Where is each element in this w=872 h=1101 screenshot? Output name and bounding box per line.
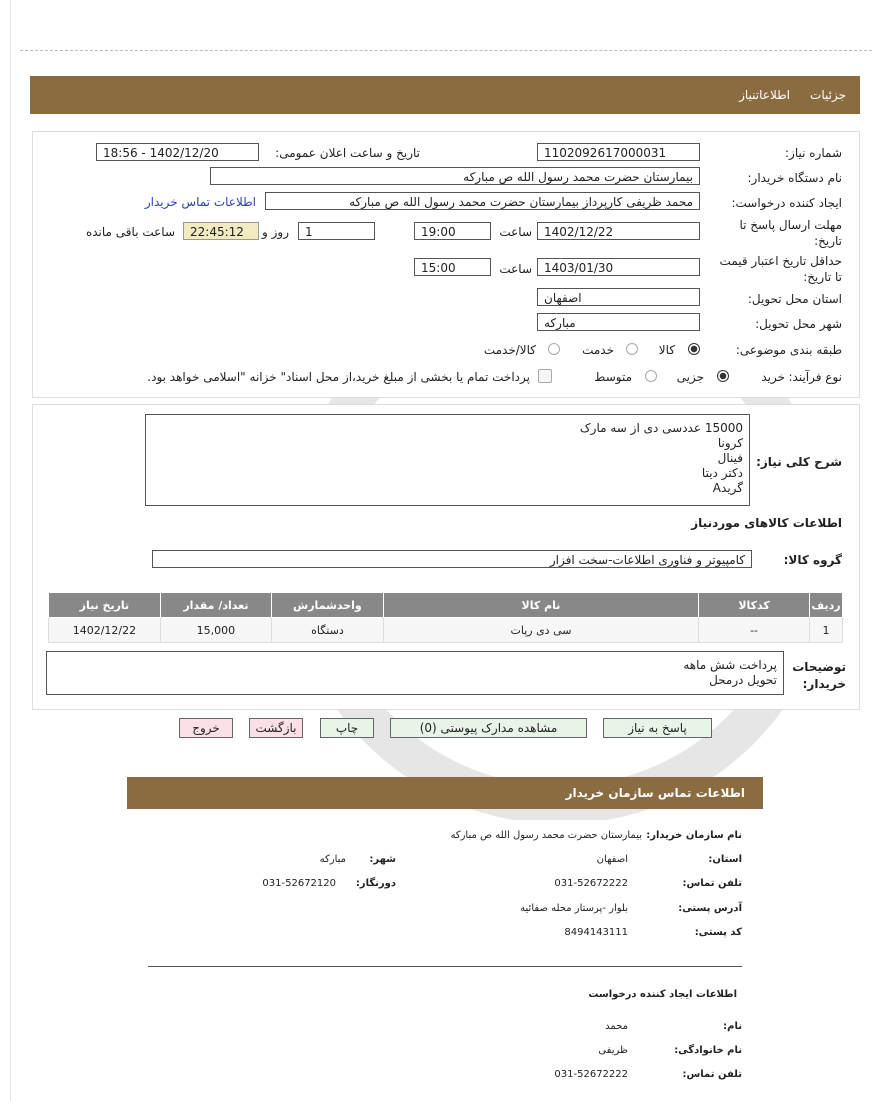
contact-city-label: شهر: bbox=[369, 854, 396, 865]
deadline-time-field[interactable]: 19:00 bbox=[414, 222, 491, 240]
contact-city: مبارکه bbox=[319, 854, 346, 865]
cell-name: سی دی رپات bbox=[383, 618, 698, 643]
contact-postal: 8494143111 bbox=[564, 927, 628, 938]
deadline-date-field[interactable]: 1402/12/22 bbox=[537, 222, 700, 240]
need-number-label: شماره نیاز: bbox=[785, 146, 842, 160]
description-box[interactable] bbox=[145, 414, 750, 506]
attachments-button[interactable]: مشاهده مدارک پیوستی (0) bbox=[390, 718, 587, 738]
buyer-contact-link[interactable]: اطلاعات تماس خریدار bbox=[144, 195, 256, 209]
exit-button[interactable]: خروج bbox=[179, 718, 233, 738]
contact-phone-label: تلفن تماس: bbox=[682, 878, 742, 889]
buyer-notes-label-1: توضیحات bbox=[792, 660, 846, 674]
creator-family-label: نام خانوادگی: bbox=[674, 1045, 742, 1056]
reply-button[interactable]: پاسخ به نیاز bbox=[603, 718, 712, 738]
contact-title: اطلاعات تماس سازمان خریدار bbox=[565, 786, 745, 800]
process-medium-label: متوسط bbox=[594, 370, 632, 384]
contact-header bbox=[127, 777, 763, 809]
category-goods-service-label: کالا/خدمت bbox=[483, 343, 536, 357]
city-label: شهر محل تحویل: bbox=[755, 317, 842, 331]
category-goods-label: کالا bbox=[658, 343, 675, 357]
announce-field[interactable]: 1402/12/20 - 18:56 bbox=[96, 143, 259, 161]
contact-address-label: آدرس پستی: bbox=[678, 903, 742, 914]
deadline-time-label: ساعت bbox=[499, 225, 532, 239]
contact-province-label: استان: bbox=[708, 854, 742, 865]
goods-title: اطلاعات کالاهای موردنیاز bbox=[691, 516, 842, 530]
goods-table-header bbox=[49, 593, 843, 618]
cell-code: -- bbox=[699, 618, 810, 643]
contact-province: اصفهان bbox=[596, 854, 628, 865]
min-valid-label-2: تا تاریخ: bbox=[803, 270, 842, 284]
buyer-notes-label-2: خریدار: bbox=[802, 677, 846, 691]
need-number-field[interactable]: 1102092617000031 bbox=[537, 143, 700, 161]
contact-divider bbox=[148, 966, 742, 967]
creator-phone: 031-52672222 bbox=[554, 1069, 628, 1080]
goods-group-field[interactable]: کامپیوتر و فناوری اطلاعات-سخت افزار bbox=[152, 550, 752, 568]
back-button[interactable]: بازگشت bbox=[249, 718, 303, 738]
process-medium-radio[interactable] bbox=[645, 370, 657, 382]
remaining-label: ساعت باقی مانده bbox=[85, 225, 175, 239]
col-unit: واحدشمارش bbox=[271, 593, 383, 618]
col-code: کدکالا bbox=[699, 593, 810, 618]
tab-details[interactable]: جزئیات bbox=[810, 88, 846, 102]
category-service-radio[interactable] bbox=[626, 343, 638, 355]
category-label: طبقه بندی موضوعی: bbox=[735, 343, 842, 357]
creator-phone-label: تلفن تماس: bbox=[682, 1069, 742, 1080]
deadline-label-2: تاریخ: bbox=[814, 234, 842, 248]
creator-label: ایجاد کننده درخواست: bbox=[731, 196, 842, 210]
cell-unit: دستگاه bbox=[271, 618, 383, 643]
goods-group-label: گروه کالا: bbox=[783, 553, 842, 567]
col-qty: تعداد/ مقدار bbox=[160, 593, 271, 618]
city-field[interactable]: مبارکه bbox=[537, 313, 700, 331]
process-label: نوع فرآیند: bbox=[788, 370, 842, 384]
goods-table bbox=[48, 592, 843, 643]
buyer-org-label: نام دستگاه خریدار: bbox=[747, 171, 842, 185]
buyer-notes-line: تحویل درمحل bbox=[709, 673, 777, 687]
treasury-payment-note: پرداخت تمام یا بخشی از مبلغ خرید،از محل اسناد" خزانه "اسلامی خواهد بود. bbox=[147, 370, 530, 384]
valid-time-label: ساعت bbox=[499, 262, 532, 276]
col-date: تاریخ نیاز bbox=[49, 593, 161, 618]
province-field[interactable]: اصفهان bbox=[537, 288, 700, 306]
creator-info-title: اطلاعات ایجاد کننده درخواست bbox=[588, 989, 737, 1000]
contact-org-label: نام سازمان خریدار: bbox=[646, 830, 742, 841]
process-partial-label: جزیی bbox=[676, 370, 704, 384]
cell-qty: 15,000 bbox=[160, 618, 271, 643]
days-field[interactable]: 1 bbox=[298, 222, 375, 240]
cell-date: 1402/12/22 bbox=[49, 618, 161, 643]
description-line: گریدA bbox=[712, 481, 743, 495]
category-goods-radio[interactable] bbox=[688, 343, 700, 355]
deadline-label-1: مهلت ارسال پاسخ تا bbox=[739, 218, 842, 232]
page-header bbox=[30, 76, 860, 114]
min-valid-label-1: حداقل تاریخ اعتبار قیمت bbox=[719, 254, 842, 268]
category-goods-service-radio[interactable] bbox=[548, 343, 560, 355]
contact-phone: 031-52672222 bbox=[554, 878, 628, 889]
buyer-notes-line: پرداخت شش ماهه bbox=[683, 658, 777, 672]
announce-label: تاریخ و ساعت اعلان عمومی: bbox=[275, 146, 420, 160]
treasury-payment-checkbox[interactable] bbox=[538, 369, 552, 383]
contact-org: بیمارستان حضرت محمد رسول الله ص مبارکه bbox=[450, 830, 642, 841]
creator-field[interactable]: محمد ظریفی کارپرداز بیمارستان حضرت محمد رسول الله ص مبارکه bbox=[265, 192, 700, 210]
top-divider bbox=[20, 50, 872, 51]
tab-need-info[interactable]: اطلاعاتنیاز bbox=[739, 88, 790, 102]
description-line: دکتر دیتا bbox=[701, 466, 743, 480]
cell-row: 1 bbox=[810, 618, 843, 643]
col-name: نام کالا bbox=[383, 593, 698, 618]
creator-family: ظریفی bbox=[598, 1045, 628, 1056]
process-partial-radio[interactable] bbox=[717, 370, 729, 382]
days-label: روز و bbox=[262, 225, 289, 239]
creator-name: محمد bbox=[605, 1021, 628, 1032]
print-button[interactable]: چاپ bbox=[320, 718, 374, 738]
description-line: فینال bbox=[717, 451, 743, 465]
description-line: کرونا bbox=[717, 436, 743, 450]
description-label: شرح کلی نیاز: bbox=[756, 455, 842, 469]
col-row: ردیف bbox=[810, 593, 843, 618]
valid-date-field[interactable]: 1403/01/30 bbox=[537, 258, 700, 276]
buyer-notes-box[interactable] bbox=[46, 651, 784, 695]
contact-address: بلوار -پرستار محله صفائیه bbox=[520, 903, 628, 914]
process-buy-label: خرید bbox=[761, 370, 785, 384]
table-row[interactable] bbox=[49, 618, 843, 643]
remaining-time-field: 22:45:12 bbox=[183, 222, 259, 240]
description-line: 15000 عددسی دی از سه مارک bbox=[579, 421, 743, 435]
contact-fax: 031-52672120 bbox=[262, 878, 336, 889]
category-service-label: خدمت bbox=[582, 343, 614, 357]
contact-postal-label: کد پستی: bbox=[694, 927, 742, 938]
valid-time-field[interactable]: 15:00 bbox=[414, 258, 491, 276]
creator-name-label: نام: bbox=[723, 1021, 742, 1032]
contact-fax-label: دورنگار: bbox=[355, 878, 396, 889]
buyer-org-field[interactable]: بیمارستان حضرت محمد رسول الله ص مبارکه bbox=[210, 167, 700, 185]
province-label: استان محل تحویل: bbox=[747, 292, 842, 306]
